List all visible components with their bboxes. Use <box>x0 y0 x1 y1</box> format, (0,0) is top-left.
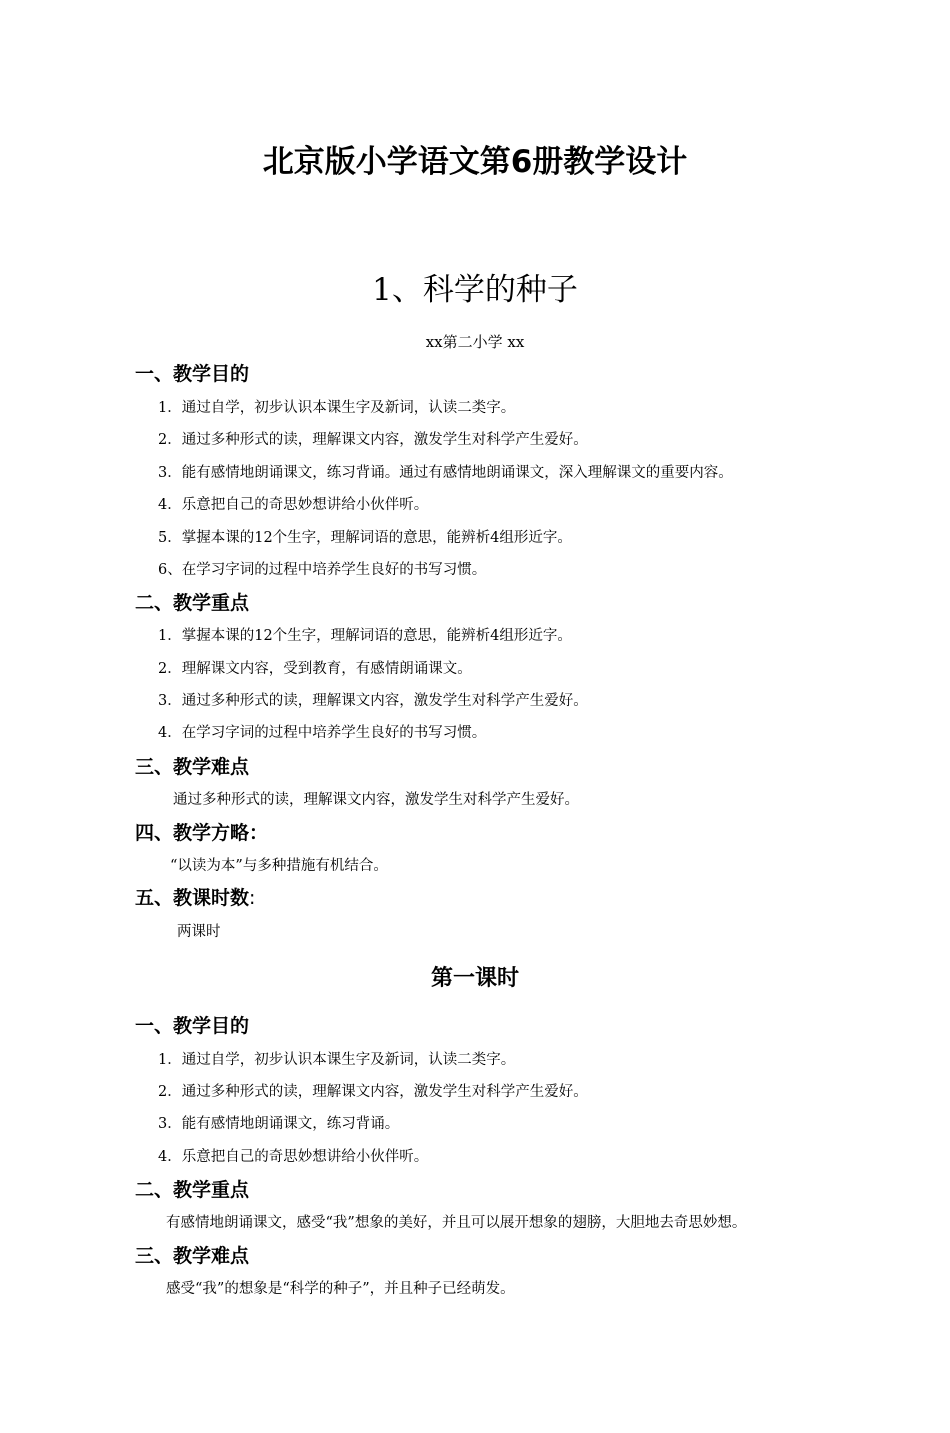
period-goal-item: 3．能有感情地朗诵课文，练习背诵。 <box>158 1116 400 1132</box>
goal-item: 6、在学习字词的过程中培养学生良好的书写习惯。 <box>158 562 487 578</box>
heading-key-points: 二、教学重点 <box>135 592 250 614</box>
goal-item: 1．通过自学，初步认识本课生字及新词，认读二类字。 <box>158 400 516 416</box>
goal-item: 3．能有感情地朗诵课文，练习背诵。通过有感情地朗诵课文，深入理解课文的重要内容。 <box>158 465 733 481</box>
period-goal-item: 4．乐意把自己的奇思妙想讲给小伙伴听。 <box>158 1149 429 1165</box>
class-hours-text: 两课时 <box>177 924 221 940</box>
heading-period-goals: 一、教学目的 <box>135 1015 250 1037</box>
heading-strategy: 四、教学方略： <box>135 822 269 844</box>
keypoint-item: 2．理解课文内容，受到教育，有感情朗诵课文。 <box>158 661 472 677</box>
heading-difficulty: 三、教学难点 <box>135 756 250 778</box>
heading-period-key-points: 二、教学重点 <box>135 1179 250 1201</box>
author-line: xx第二小学 xx <box>425 333 525 351</box>
strategy-text: “以读为本”与多种措施有机结合。 <box>170 858 388 874</box>
keypoint-item: 4．在学习字词的过程中培养学生良好的书写习惯。 <box>158 725 487 741</box>
period-difficulty-text: 感受“我”的想象是“科学的种子”，并且种子已经萌发。 <box>166 1281 515 1297</box>
keypoint-item: 1．掌握本课的12个生字，理解词语的意思，能辨析4组形近字。 <box>158 628 572 644</box>
period-goal-item: 1．通过自学，初步认识本课生字及新词，认读二类字。 <box>158 1052 516 1068</box>
difficulty-text: 通过多种形式的读，理解课文内容，激发学生对科学产生爱好。 <box>173 792 579 808</box>
document-title: 北京版小学语文第6册教学设计 <box>262 144 688 180</box>
period-keypoints-text: 有感情地朗诵课文，感受“我”想象的美好，并且可以展开想象的翅膀，大胆地去奇思妙想。 <box>166 1215 747 1231</box>
keypoint-item: 3．通过多种形式的读，理解课文内容，激发学生对科学产生爱好。 <box>158 693 588 709</box>
goal-item: 5．掌握本课的12个生字，理解词语的意思，能辨析4组形近字。 <box>158 530 572 546</box>
heading-class-hours-label: 五、教课时数 <box>135 887 250 909</box>
heading-period-difficulty: 三、教学难点 <box>135 1245 250 1267</box>
goal-item: 4．乐意把自己的奇思妙想讲给小伙伴听。 <box>158 497 429 513</box>
heading-class-hours-colon: : <box>249 887 256 909</box>
heading-teaching-goals: 一、教学目的 <box>135 363 250 385</box>
goal-item: 2．通过多种形式的读，理解课文内容，激发学生对科学产生爱好。 <box>158 432 588 448</box>
period-goal-item: 2．通过多种形式的读，理解课文内容，激发学生对科学产生爱好。 <box>158 1084 588 1100</box>
lesson-title: 1、科学的种子 <box>372 272 578 308</box>
heading-class-hours <box>135 886 255 910</box>
period-title: 第一课时 <box>430 965 519 991</box>
